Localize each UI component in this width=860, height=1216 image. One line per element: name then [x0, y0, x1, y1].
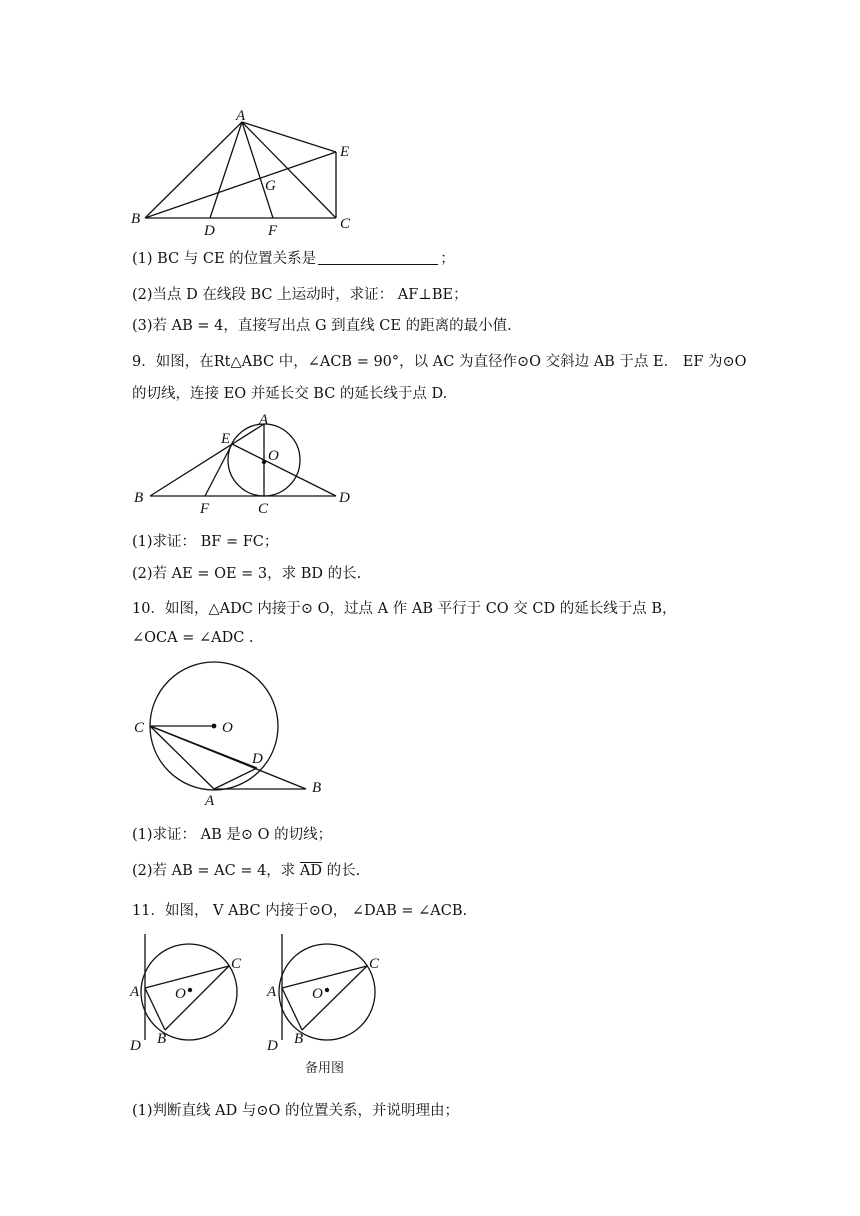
fig1-label-A: A — [236, 108, 246, 124]
fig4a-label-O: O — [175, 986, 186, 1002]
q10-stem-1: 10．如图，△ADC 内接于⊙ O，过点 A 作 AB 平行于 CO 交 CD 的延长线于点 B， — [132, 601, 677, 617]
fig4a-label-B: B — [157, 1031, 167, 1047]
fig2-label-B: B — [134, 490, 144, 506]
fig4a-label-A: A — [130, 984, 140, 1000]
fig1-label-B: B — [131, 211, 141, 227]
fig2-label-A: A — [259, 412, 269, 428]
fig1-label-C: C — [340, 216, 351, 232]
fig2-label-F: F — [200, 501, 210, 517]
q9-stem-1: 9．如图，在Rt△ABC 中，∠ACB = 90°，以 AC 为直径作⊙O 交斜边 AB 于点 E． EF 为⊙O — [132, 354, 747, 370]
q8-part1: (1) BC 与 CE 的位置关系是 ； — [132, 251, 455, 267]
q9-stem-2: 的切线，连接 EO 并延长交 BC 的延长线于点 D. — [132, 386, 448, 402]
fig3-label-O: O — [222, 720, 233, 736]
fig2-label-D: D — [339, 490, 350, 506]
q10-stem-2: ∠OCA = ∠ADC . — [132, 630, 254, 646]
fig4b-label-D: D — [267, 1038, 278, 1054]
q10-part1: (1)求证： AB 是⊙ O 的切线； — [132, 827, 333, 843]
fig4a-label-D: D — [130, 1038, 141, 1054]
fig1-label-D: D — [204, 223, 215, 239]
backup-figure-caption: 备用图 — [305, 1061, 345, 1076]
arc-AD: $\overline{AD}$ — [299, 863, 323, 879]
fig3-label-A: A — [205, 793, 215, 809]
fig1-label-G: G — [265, 178, 276, 194]
fig3-label-C: C — [134, 720, 145, 736]
q11-part1: (1)判断直线 AD 与⊙O 的位置关系，并说明理由； — [132, 1103, 459, 1119]
q8-part2: (2)当点 D 在线段 BC 上运动时，求证： AF⊥BE； — [132, 287, 468, 303]
q8-part3: (3)若 AB = 4，直接写出点 G 到直线 CE 的距离的最小值. — [132, 318, 512, 334]
fig3-label-D: D — [252, 751, 263, 767]
fig1-label-E: E — [340, 144, 350, 160]
q10-part2: (2)若 AB = AC = 4，求 $\overline{AD}$ 的长. — [132, 863, 361, 879]
fig2-label-O: O — [268, 448, 279, 464]
q9-part1: (1)求证： BF = FC； — [132, 534, 279, 550]
fig1-label-F: F — [268, 223, 278, 239]
fig2-label-E: E — [221, 431, 231, 447]
fig4b-label-A: A — [267, 984, 277, 1000]
q9-part2: (2)若 AE = OE = 3，求 BD 的长. — [132, 566, 362, 582]
fig2-label-C: C — [258, 501, 269, 517]
fig4b-label-B: B — [294, 1031, 304, 1047]
fig3-label-B: B — [312, 780, 322, 796]
fig4b-label-C: C — [369, 956, 380, 972]
fig4a-label-C: C — [231, 956, 242, 972]
fig4b-label-O: O — [312, 986, 323, 1002]
q11-stem: 11．如图， V ABC 内接于⊙O， ∠DAB = ∠ACB. — [132, 903, 468, 919]
